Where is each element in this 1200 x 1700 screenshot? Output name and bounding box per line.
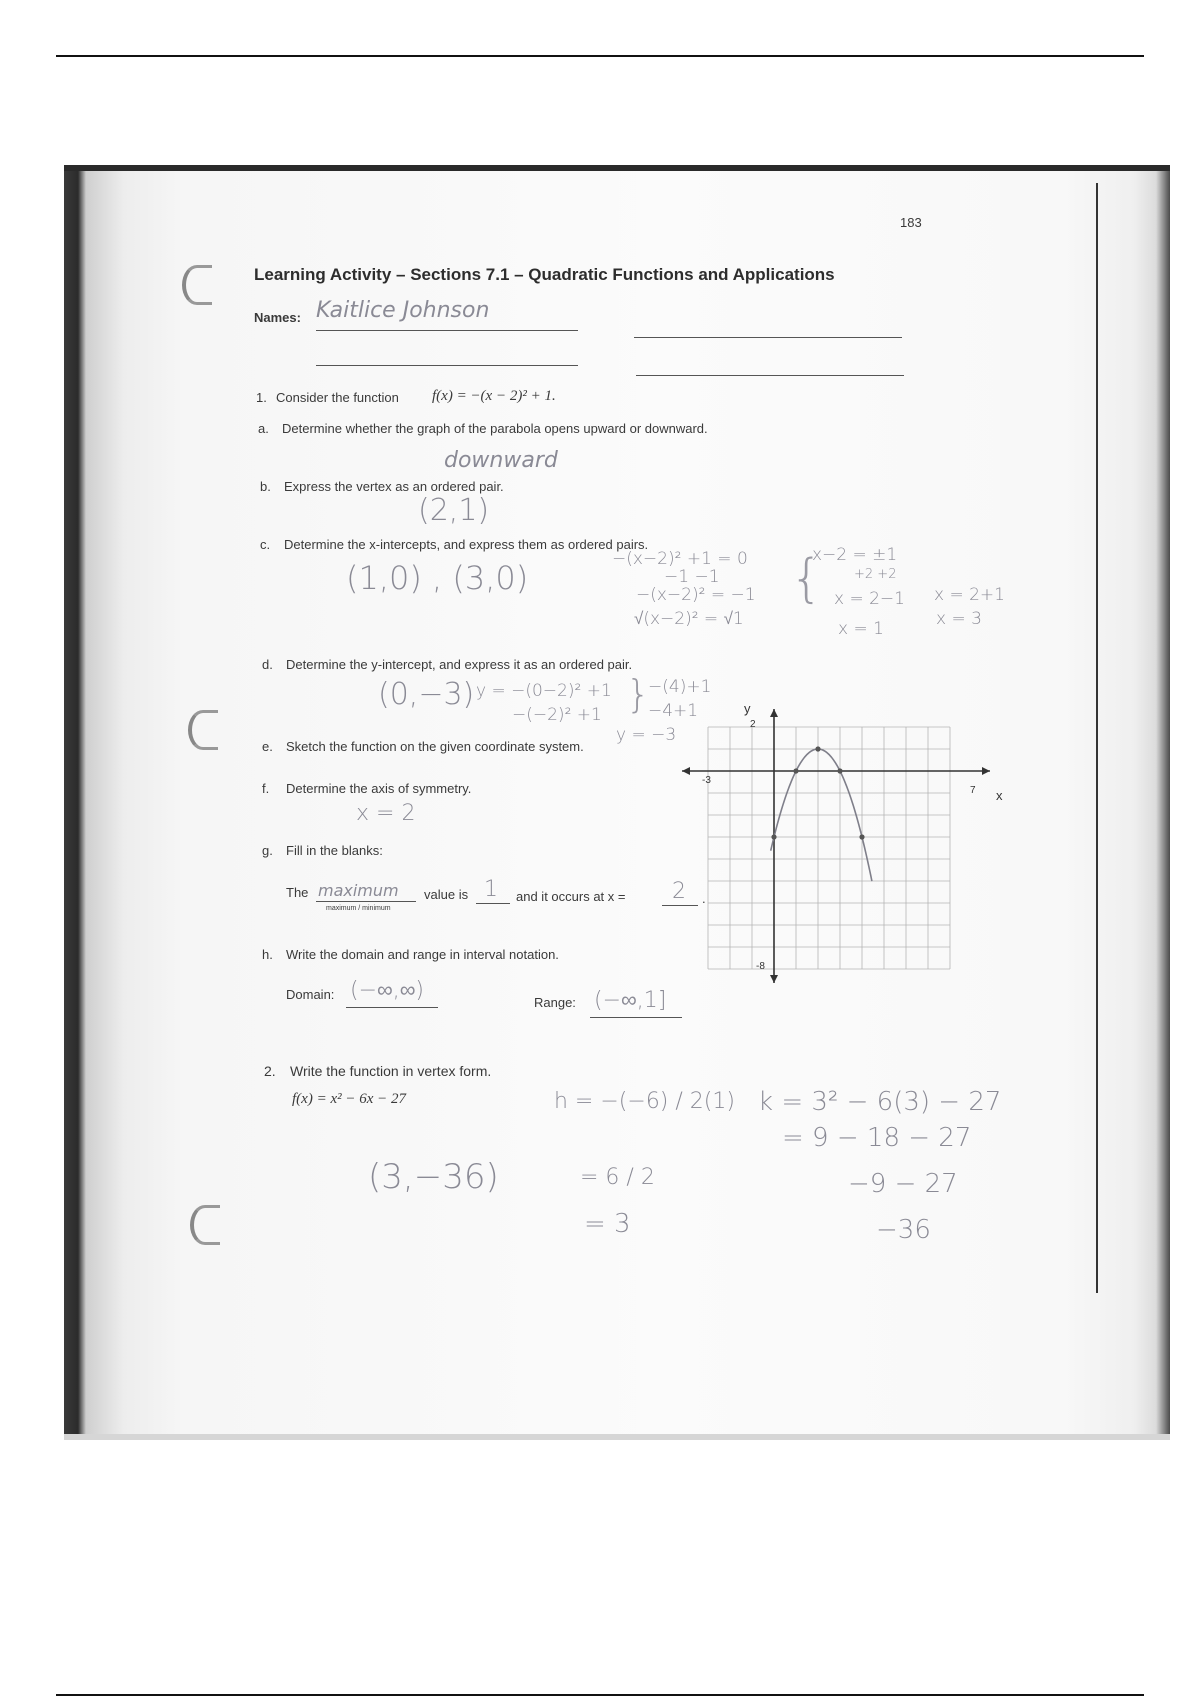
problem2-k-work-1: k = 3² − 6(3) − 27 — [758, 1087, 1002, 1117]
item-f-answer: x = 2 — [356, 801, 416, 826]
item-e-label: e. — [262, 739, 273, 754]
item-a-text: Determine whether the graph of the parabola opens upward or downward. — [282, 421, 708, 436]
y-axis-arrow-down — [770, 975, 778, 983]
item-c-work-3: −(x−2)² = −1 — [636, 585, 756, 605]
scan-bottom-edge — [64, 1434, 1170, 1440]
item-g-value-is: value is — [424, 887, 469, 902]
scan-top-edge — [64, 165, 1170, 171]
problem2-function: f(x) = x² − 6x − 27 — [292, 1091, 406, 1107]
parabola-point — [837, 768, 842, 773]
item-c-work-5: x−2 = ±1 — [812, 545, 898, 565]
domain-line — [346, 1007, 438, 1008]
item-g-period: . — [702, 891, 706, 906]
item-d-work-5: y = −3 — [616, 725, 677, 745]
graph-x-left-tick: -3 — [702, 775, 711, 786]
problem2-h-work-1: h = −(−6) / 2(1) — [554, 1089, 735, 1114]
binder-hole-middle — [188, 710, 218, 750]
parabola-point — [815, 746, 820, 751]
problem2-h-work-3: = 3 — [584, 1209, 631, 1239]
scanned-worksheet — [64, 165, 1170, 1440]
item-c-label: c. — [260, 537, 271, 552]
domain-answer: (−∞,∞) — [350, 978, 424, 1003]
problem1-number: 1. — [256, 390, 267, 405]
item-c-work-2: −1 −1 — [664, 567, 720, 587]
names-line-3 — [316, 365, 578, 366]
binder-hole-top — [182, 265, 212, 305]
item-b-label: b. — [260, 479, 271, 494]
item-c-work-4: √(x−2)² = √1 — [634, 609, 744, 629]
item-c-work-9: x = 2+1 — [934, 585, 1005, 605]
names-line-2 — [634, 337, 902, 338]
item-h-label: h. — [262, 947, 273, 962]
graph-x-label: x — [996, 788, 1003, 803]
item-g-blank1-answer: maximum — [318, 881, 399, 900]
item-g-blank1-line — [316, 901, 416, 902]
y-axis-arrow-up — [770, 709, 778, 717]
coordinate-graph — [678, 705, 1008, 1005]
item-g-blank3-answer: 2 — [672, 879, 686, 904]
parabola-point — [793, 768, 798, 773]
item-d-work-4: −4+1 — [648, 701, 699, 721]
problem2-h-work-2: = 6 / 2 — [580, 1165, 655, 1190]
item-d-work-1: y = −(0−2)² +1 — [476, 681, 612, 701]
item-c-work-1: −(x−2)² +1 = 0 — [612, 549, 748, 569]
item-g-blank2-line — [476, 903, 510, 904]
item-e-text: Sketch the function on the given coordinate system. — [286, 739, 584, 754]
names-line-4 — [636, 375, 904, 376]
problem2-k-work-2: = 9 − 18 − 27 — [782, 1123, 972, 1153]
graph-y-bottom-tick: -8 — [756, 961, 765, 972]
problem2-k-work-4: −36 — [876, 1215, 931, 1245]
x-axis-arrow-right — [982, 767, 990, 775]
problem2-k-work-3: −9 − 27 — [848, 1169, 958, 1199]
names-line-1 — [316, 330, 578, 331]
item-h-text: Write the domain and range in interval notation. — [286, 947, 559, 962]
problem1-function: f(x) = −(x − 2)² + 1. — [432, 388, 556, 404]
item-g-blank2-answer: 1 — [484, 877, 498, 902]
range-label: Range: — [534, 995, 576, 1010]
item-d-work-3: −(4)+1 — [648, 677, 712, 697]
graph-x-right-tick: 7 — [970, 785, 976, 796]
item-f-label: f. — [262, 781, 270, 796]
item-b-text: Express the vertex as an ordered pair. — [284, 479, 504, 494]
names-value: Kaitlice Johnson — [316, 298, 490, 323]
item-c-work-7: x = 2−1 — [834, 589, 905, 609]
problem1-text: Consider the function — [276, 390, 399, 405]
item-d-answer: (0,−3) — [378, 677, 475, 712]
page-edge-line — [1096, 183, 1098, 1293]
binder-hole-bottom — [190, 1205, 220, 1245]
graph-y-label: y — [744, 705, 751, 716]
top-rule — [56, 55, 1144, 57]
problem2-text: Write the function in vertex form. — [290, 1063, 492, 1079]
item-a-label: a. — [258, 421, 269, 436]
item-c-work-10: x = 3 — [936, 609, 982, 629]
graph-y-top-tick: 2 — [750, 719, 756, 730]
x-axis-arrow-left — [682, 767, 690, 775]
item-g-label: g. — [262, 843, 273, 858]
item-g-text: Fill in the blanks: — [286, 843, 383, 858]
item-c-answer: (1,0) , (3,0) — [346, 559, 529, 597]
item-c-text: Determine the x-intercepts, and express them as ordered pairs. — [284, 537, 649, 552]
parabola-point — [771, 834, 776, 839]
item-c-work-6: +2 +2 — [854, 567, 897, 582]
graph-grid — [708, 727, 950, 969]
bottom-rule — [56, 1694, 1144, 1696]
item-c-work-brace: { — [790, 549, 824, 609]
item-g-the: The — [286, 885, 309, 900]
parabola-point — [859, 834, 864, 839]
item-d-work-brace: } — [626, 672, 651, 716]
item-g-occurs: and it occurs at x = — [516, 889, 626, 904]
domain-label: Domain: — [286, 987, 335, 1002]
item-g-hint: maximum / minimum — [326, 905, 391, 912]
item-c-work-8: x = 1 — [838, 619, 884, 639]
worksheet-title: Learning Activity – Sections 7.1 – Quadratic Functions and Applications — [254, 265, 835, 284]
item-d-label: d. — [262, 657, 273, 672]
item-b-answer: (2,1) — [418, 493, 490, 528]
problem2-answer: (3,−36) — [368, 1157, 499, 1197]
page-number: 183 — [900, 215, 922, 230]
names-label: Names: — [254, 310, 301, 325]
graph-axes — [682, 709, 990, 983]
item-d-work-2: −(−2)² +1 — [512, 705, 602, 725]
item-f-text: Determine the axis of symmetry. — [286, 781, 472, 796]
problem2-number: 2. — [264, 1063, 276, 1079]
item-a-answer: downward — [444, 448, 558, 473]
item-d-text: Determine the y-intercept, and express it as an ordered pair. — [286, 657, 633, 672]
range-answer: (−∞,1] — [594, 988, 667, 1013]
range-line — [590, 1017, 682, 1018]
